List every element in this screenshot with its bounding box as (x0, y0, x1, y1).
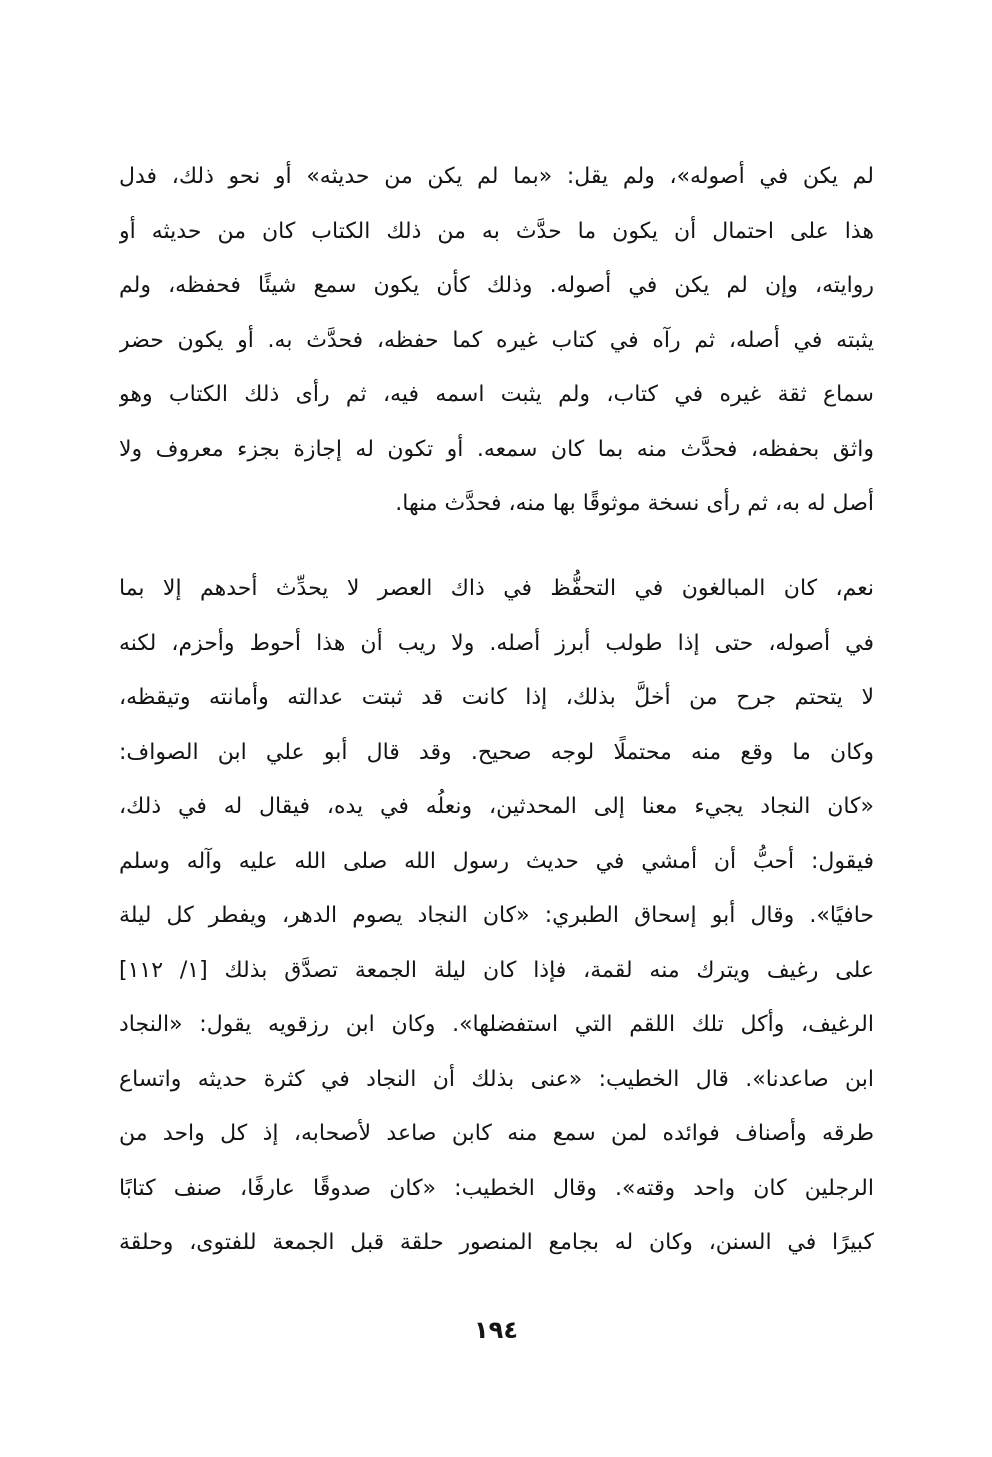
text-line: طرقه وأصناف فوائده لمن سمع منه كابن صاعد لأصحابه، إذ كل واحد من (119, 1121, 874, 1146)
paragraph-1 (119, 150, 874, 532)
text-line: الرغيف، وأكل تلك اللقم التي استفضلها». وكان ابن رزقويه يقول: «النجاد (119, 1012, 874, 1037)
text-line: يثبته في أصله، ثم رآه في كتاب غيره كما حفظه، فحدَّث به. أو يكون حضر (119, 327, 874, 353)
text-line: وكان ما وقع منه محتملًا لوجه صحيح. وقد قال أبو علي ابن الصواف: (119, 739, 874, 765)
text-line: هذا على احتمال أن يكون ما حدَّث به من ذلك الكتاب كان من حديثه أو (119, 218, 874, 244)
text-line: فيقول: أحبُّ أن أمشي في حديث رسول الله صلى الله عليه وآله وسلم (119, 848, 874, 874)
text-line: على رغيف ويترك منه لقمة، فإذا كان ليلة الجمعة تصدَّق بذلك [١/ ١١٢] (119, 957, 874, 983)
text-line: أصل له به، ثم رأى نسخة موثوقًا بها منه، فحدَّث منها. (395, 491, 874, 516)
text-line: «كان النجاد يجيء معنا إلى المحدثين، ونعلُه في يده، فيقال له في ذلك، (119, 794, 874, 819)
text-line: لم يكن في أصوله»، ولم يقل: «بما لم يكن من حديثه» أو نحو ذلك، فدل (119, 164, 874, 189)
text-line: كبيرًا في السنن، وكان له بجامع المنصور حلقة قبل الجمعة للفتوى، وحلقة (119, 1230, 874, 1255)
page-number: ١٩٤ (474, 1316, 518, 1344)
text-line: روايته، وإن لم يكن في أصوله. وذلك كأن يكون سمع شيئًا فحفظه، ولم (119, 273, 874, 298)
paragraph-2 (119, 562, 874, 1271)
text-line: الرجلين كان واحد وقته». وقال الخطيب: «كان صدوقًا عارفًا، صنف كتابًا (119, 1175, 874, 1201)
text-line: نعم، كان المبالغون في التحفُّظ في ذاك العصر لا يحدِّث أحدهم إلا بما (119, 576, 874, 601)
text-line: حافيًا». وقال أبو إسحاق الطبري: «كان النجاد يصوم الدهر، ويفطر كل ليلة (119, 903, 874, 928)
text-line: في أصوله، حتى إذا طولب أبرز أصله. ولا ريب أن هذا أحوط وأحزم، لكنه (119, 630, 874, 656)
text-line: سماع ثقة غيره في كتاب، ولم يثبت اسمه فيه، ثم رأى ذلك الكتاب وهو (119, 382, 874, 407)
text-line: ابن صاعدنا». قال الخطيب: «عنى بذلك أن النجاد في كثرة حديثه واتساع (119, 1066, 874, 1092)
text-line: واثق بحفظه، فحدَّث منه بما كان سمعه. أو تكون له إجازة بجزء معروف ولا (119, 436, 874, 462)
text-line: لا يتحتم جرح من أخلَّ بذلك، إذا كانت قد ثبتت عدالته وأمانته وتيقظه، (119, 685, 874, 710)
